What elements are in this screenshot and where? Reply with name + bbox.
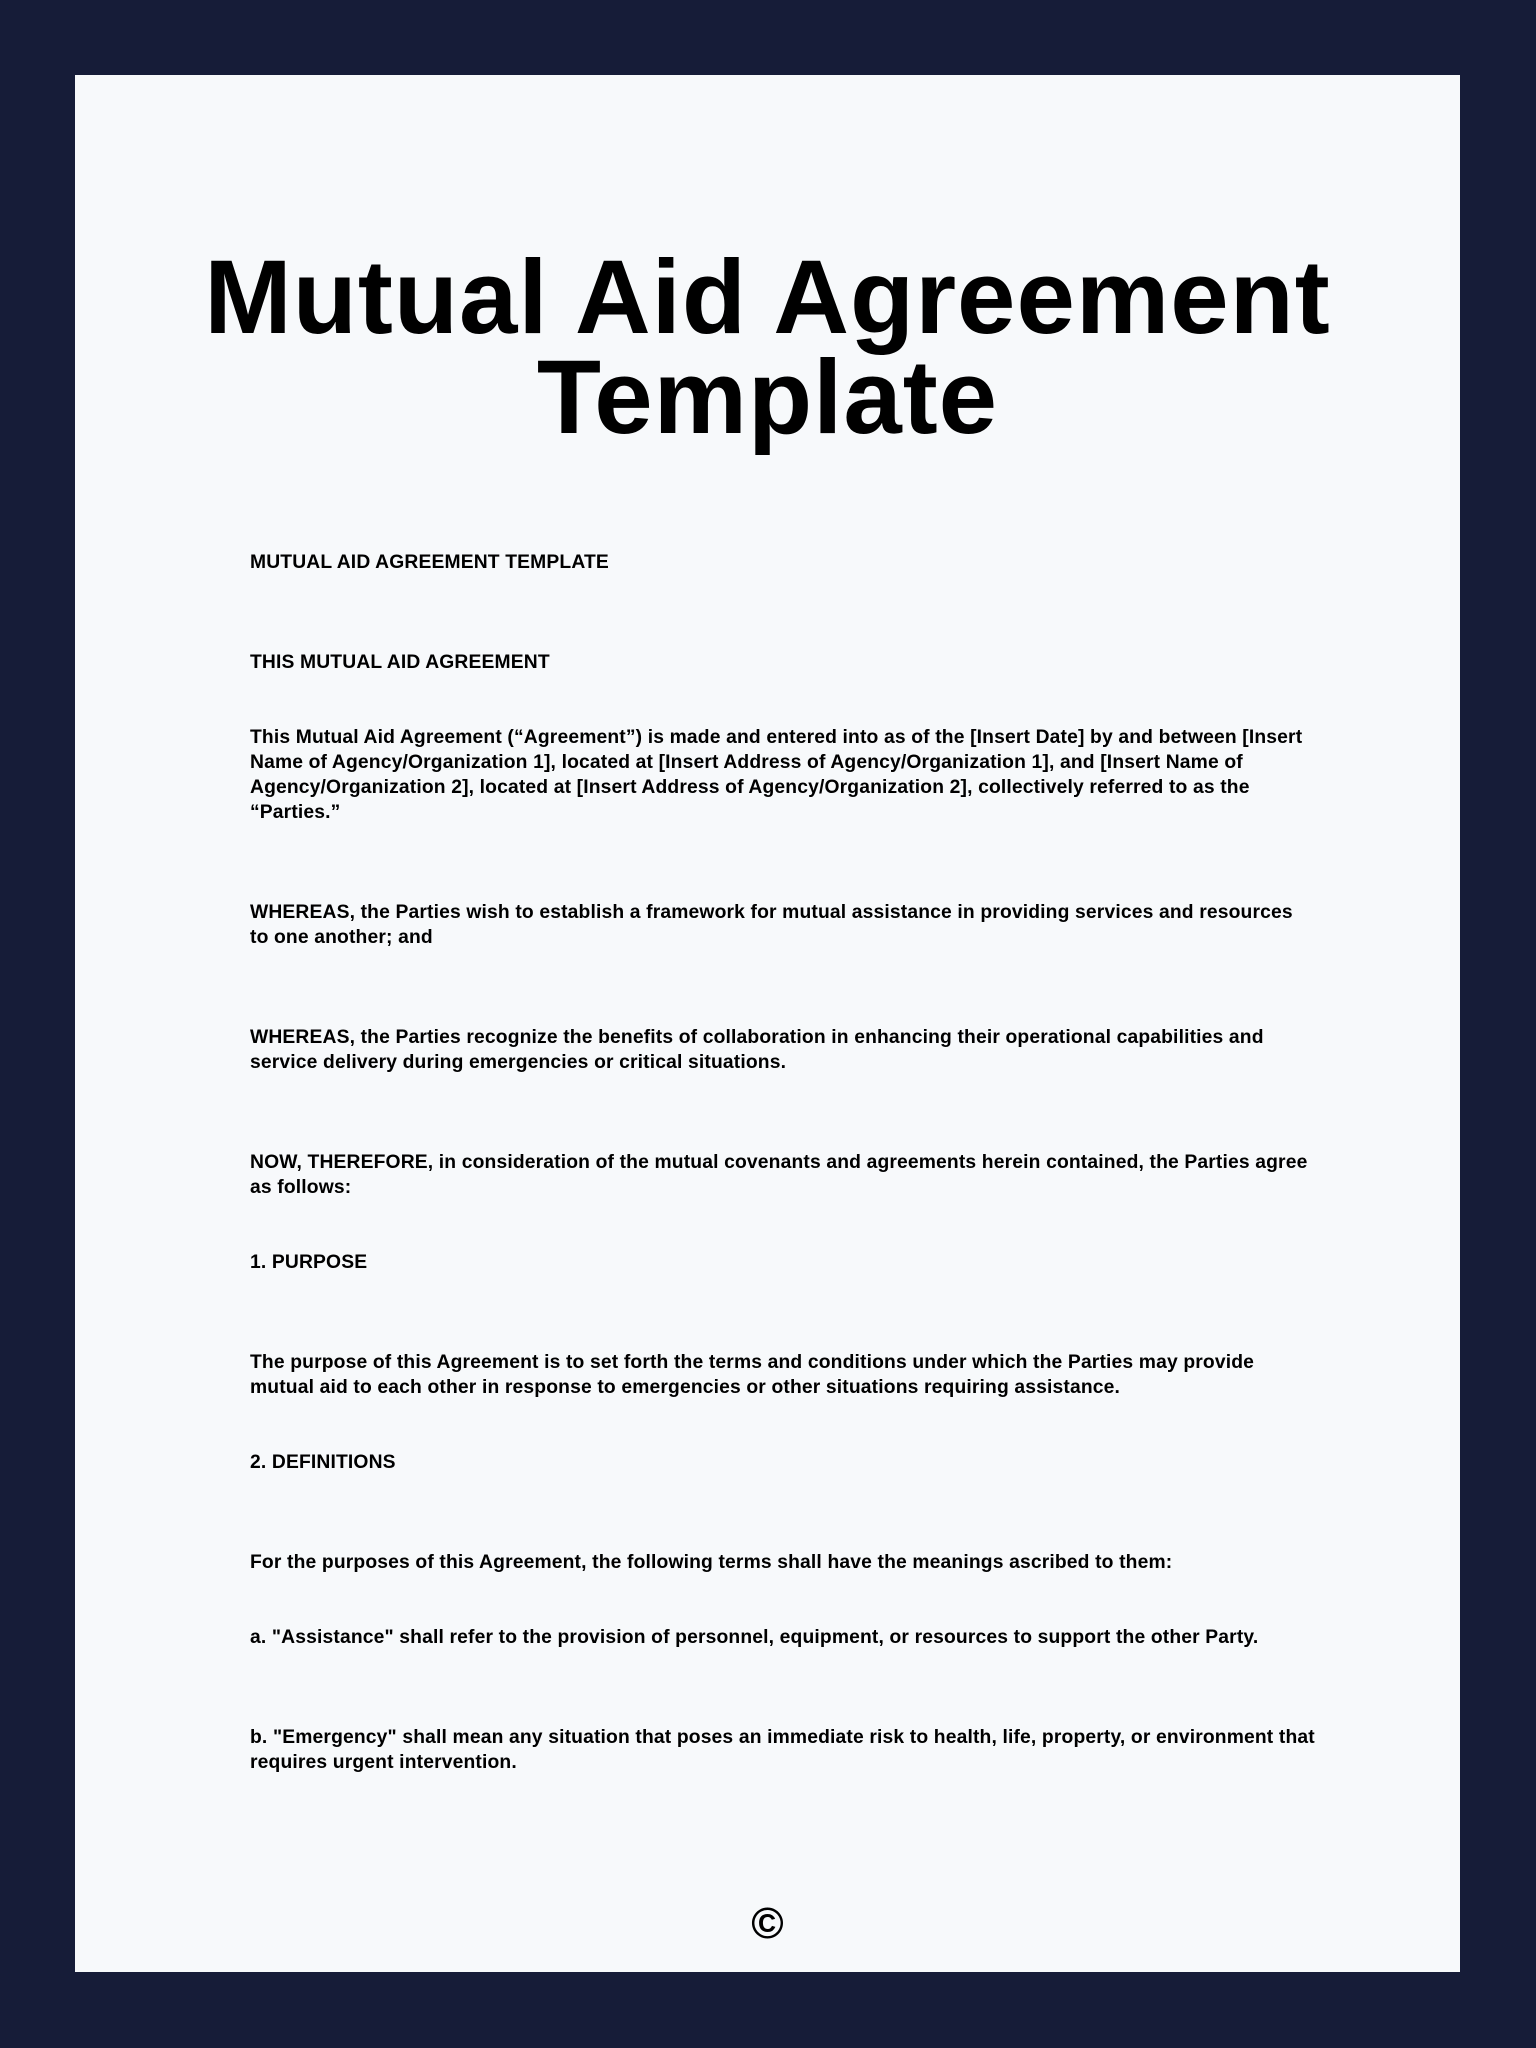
whereas-paragraph-1: WHEREAS, the Parties wish to establish a framework for mutual assistance in providing services and resources to one another; and	[250, 902, 1293, 948]
definition-emergency: b. "Emergency" shall mean any situation that poses an immediate risk to health, life, property, or environment that requires urgent intervention.	[250, 1727, 1315, 1773]
agreement-subheading: THIS MUTUAL AID AGREEMENT	[250, 652, 550, 673]
document-title	[75, 239, 1460, 456]
agreement-heading: MUTUAL AID AGREEMENT TEMPLATE	[250, 552, 609, 573]
document-page	[75, 75, 1460, 1972]
therefore-paragraph: NOW, THEREFORE, in consideration of the mutual covenants and agreements herein contained, the Parties agree as follows:	[250, 1152, 1308, 1198]
intro-paragraph: This Mutual Aid Agreement (“Agreement”) is made and entered into as of the [Insert Date] by and between [Insert Name of Agency/Organization 1], located at [Insert Address of Agency/Organization 1], and [Insert Name of Agency/Organization 2], located at [Insert Address of Agency/Organization 2], collectively referred to as the “Parties.”	[250, 727, 1303, 823]
whereas-paragraph-2: WHEREAS, the Parties recognize the benefits of collaboration in enhancing their operational capabilities and service delivery during emergencies or critical situations.	[250, 1027, 1264, 1073]
purpose-paragraph: The purpose of this Agreement is to set forth the terms and conditions under which the Parties may provide mutual aid to each other in response to emergencies or other situations requiring assistance.	[250, 1352, 1255, 1398]
document-title-line-2: Template	[536, 339, 999, 456]
section-heading-definitions: 2. DEFINITIONS	[250, 1452, 396, 1473]
definitions-intro-paragraph: For the purposes of this Agreement, the following terms shall have the meanings ascribed to them:	[250, 1552, 1173, 1573]
document-title-line-1: Mutual Aid Agreement	[204, 239, 1331, 356]
copyright-icon: ©	[751, 1899, 784, 1948]
section-heading-purpose: 1. PURPOSE	[250, 1252, 368, 1273]
definition-assistance: a. "Assistance" shall refer to the provision of personnel, equipment, or resources to support the other Party.	[250, 1627, 1259, 1648]
